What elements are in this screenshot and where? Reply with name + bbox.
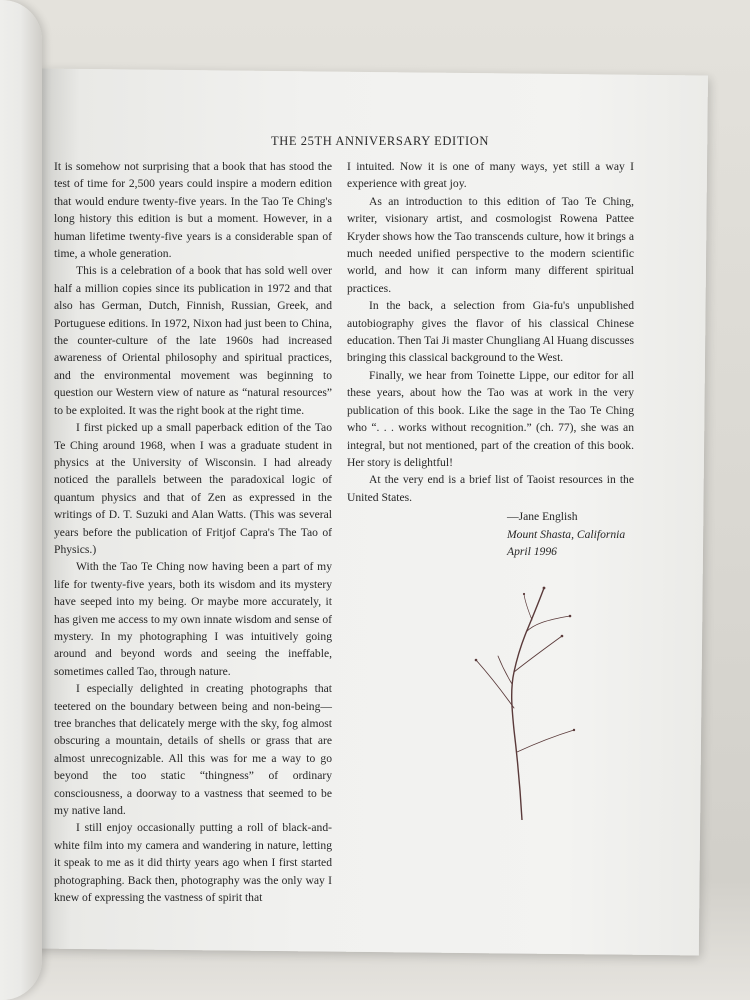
author-name: —Jane English	[507, 510, 578, 524]
paragraph: I first picked up a small paperback edition of the Tao Te Ching around 1968, when I was a graduate student in physics at the University of Wisconsin. I had already noticed the parallels between the paradoxical logic of quantum physics and that of Zen as expressed in the writings of D. T. Suzuki and Alan Watts. (This was several years before the publication of Fritjof Capra's The Tao of Physics.)	[54, 421, 332, 556]
branch-illustration	[470, 580, 590, 820]
branch-twig	[524, 594, 532, 620]
branch-twig	[517, 730, 574, 752]
paragraph: Finally, we hear from Toinette Lippe, our editor for all these years, about how the Tao was at work in the very publication of this book. Like the sage in the Tao Te Ching who “. . . works without recognition.” (ch. 77), she was an integral, but not mentioned, part of the creation of this book. Her story is delightful!	[347, 368, 634, 469]
paragraph: I still enjoy occasionally putting a roll of black-and-white film into my camera and wandering in nature, letting it speak to me as it did thirty years ago when I first started photographing. Back then, photography was the only way I knew of expressing the vastness of spirit that	[54, 821, 332, 905]
paragraph: I especially delighted in creating photographs that teetered on the boundary between being and non-being—tree branches that delicately merge with the sky, fog almost obscuring a mountain, details of shells or grass that are almost unrecognizable. All this was for me a way to go beyond the too static “thingness” of ordinary consciousness, a doorway to a vastness that seemed to be my native land.	[54, 682, 332, 818]
branch-bud	[561, 635, 564, 638]
branch-bud	[475, 659, 478, 662]
paragraph: As an introduction to this edition of Tao Te Ching, writer, visionary artist, and cosmologist Rowena Pattee Kryder shows how the Tao transcends culture, how it brings a much needed unified perspective to the modern scientific world, and how it can inform many different spiritual practices.	[347, 194, 634, 295]
paragraph: At the very end is a brief list of Taoist resources in the United States.	[347, 473, 634, 504]
paragraph: In the back, a selection from Gia-fu's unpublished autobiography gives the flavor of his classical Chinese education. Then Tai Ji master Chungliang Al Huang discusses bringing this classical background to the West.	[347, 299, 634, 365]
author-date: April 1996	[507, 544, 557, 558]
author-place: Mount Shasta, California	[507, 527, 626, 541]
branch-bud	[573, 729, 575, 731]
branch-bud	[523, 593, 525, 595]
branch-twig	[476, 660, 514, 708]
branch-bud	[569, 615, 572, 618]
branch-trunk	[512, 588, 544, 820]
branch-bud	[543, 587, 546, 590]
paragraph: With the Tao Te Ching now having been a part of my life for twenty-five years, both its wisdom and its mystery have seeped into my being. Or maybe more accurately, it has given me access to my own innate wisdom and sense of mystery. In my photographing I was intuitively going around and beyond words and seeing the ineffable, sometimes called Tao, through nature.	[54, 560, 332, 678]
running-head: THE 25TH ANNIVERSARY EDITION	[270, 134, 490, 148]
paragraph: This is a celebration of a book that has sold well over half a million copies since its publication in 1972 and that also has German, Dutch, Finnish, Russian, Greek, and Portuguese editions. In 1972, Nixon had just been to China, the counter-culture of the late 1960s had increased awareness of Oriental philosophy and spiritual practices, and the environmental movement was beginning to question our Western view of nature as “natural resources” to be exploited. It was the right book at the right time.	[54, 264, 332, 417]
paragraph: It is somehow not surprising that a book that has stood the test of time for 2,500 years could inspire a modern edition that would endure twenty-five years. In the Tao Te Ching's long history this edition is but a moment. However, in a human lifetime twenty-five years is a considerable span of time, a whole generation.	[54, 160, 332, 261]
left-column	[54, 158, 332, 906]
right-column	[347, 158, 634, 560]
branch-twig	[498, 656, 512, 684]
signature-block	[507, 508, 634, 560]
facing-page-edge	[0, 0, 42, 1000]
paragraph: I intuited. Now it is one of many ways, yet still a way I experience with great joy.	[347, 160, 634, 191]
branch-twig	[514, 636, 562, 672]
